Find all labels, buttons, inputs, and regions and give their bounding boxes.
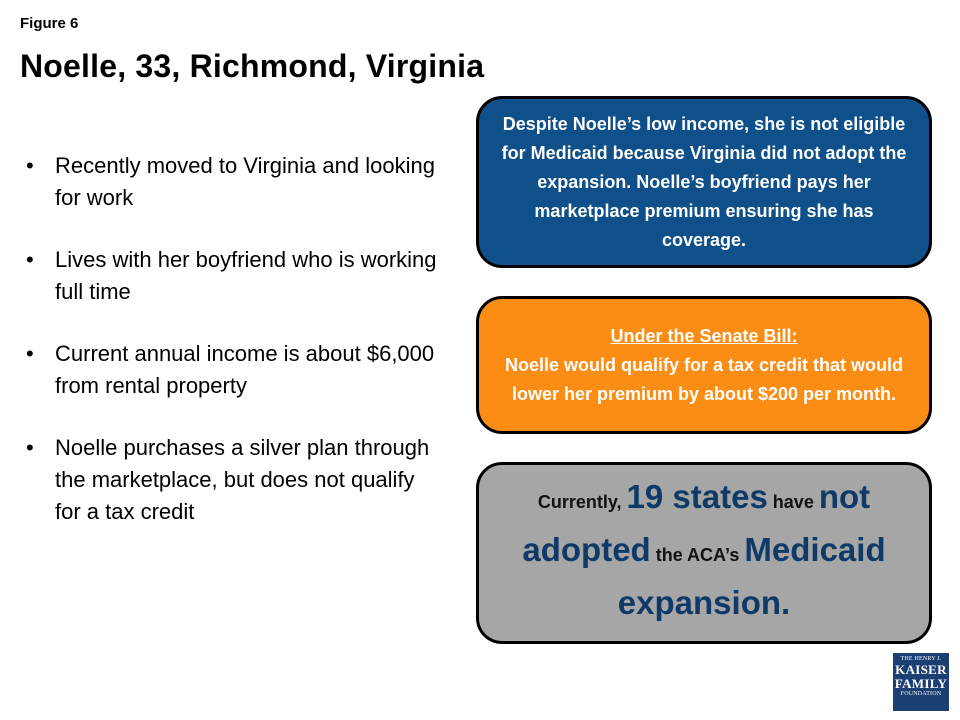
states-count: 19 states (626, 477, 768, 515)
senate-bill-text: Noelle would qualify for a tax credit that would lower her premium by about $200 per month. (504, 354, 904, 404)
bullet-dot: • (26, 435, 34, 460)
bullet-dot: • (26, 247, 34, 272)
bullet-dot: • (26, 341, 34, 366)
states-note-part: the ACA’s (650, 544, 745, 565)
states-emphasis: not adopted (522, 477, 871, 568)
states-note-part: Currently, (537, 491, 627, 512)
bullet-list (20, 150, 440, 558)
logo-line: THE HENRY J. (900, 656, 942, 662)
bullet-text: Current annual income is about $6,000 from rental property (55, 341, 435, 398)
page-title: Noelle, 33, Richmond, Virginia (20, 48, 485, 84)
senate-bill-heading: Under the Senate Bill: (610, 325, 798, 346)
bullet-text: Noelle purchases a silver plan through the marketplace, but does not qualify for a tax credit (55, 435, 430, 524)
bullet-text: Recently moved to Virginia and looking for work (55, 153, 435, 210)
states-note-text (497, 474, 911, 633)
logo-line: FOUNDATION (900, 691, 942, 697)
states-emphasis: Medicaid expansion. (617, 530, 886, 621)
logo-line: FAMILY (894, 676, 948, 691)
bullet-text: Lives with her boyfriend who is working full time (55, 247, 437, 304)
senate-bill-box (476, 296, 932, 434)
medicaid-note-box (476, 96, 932, 268)
medicaid-note-text: Despite Noelle’s low income, she is not eligible for Medicaid because Virginia did not adopt the expansion. Noelle’s boyfriend pays her marketplace premium ensuring she has coverage. (501, 113, 907, 250)
states-note-part: have (767, 491, 819, 512)
bullet-item (20, 150, 440, 214)
logo-line: KAISER (895, 662, 947, 677)
bullet-dot: • (26, 153, 34, 178)
bullet-item (20, 432, 440, 528)
bullet-item (20, 338, 440, 402)
states-note-box (476, 462, 932, 644)
figure-label: Figure 6 (20, 15, 79, 32)
kaiser-family-foundation-logo (893, 653, 949, 711)
bullet-item (20, 244, 440, 308)
